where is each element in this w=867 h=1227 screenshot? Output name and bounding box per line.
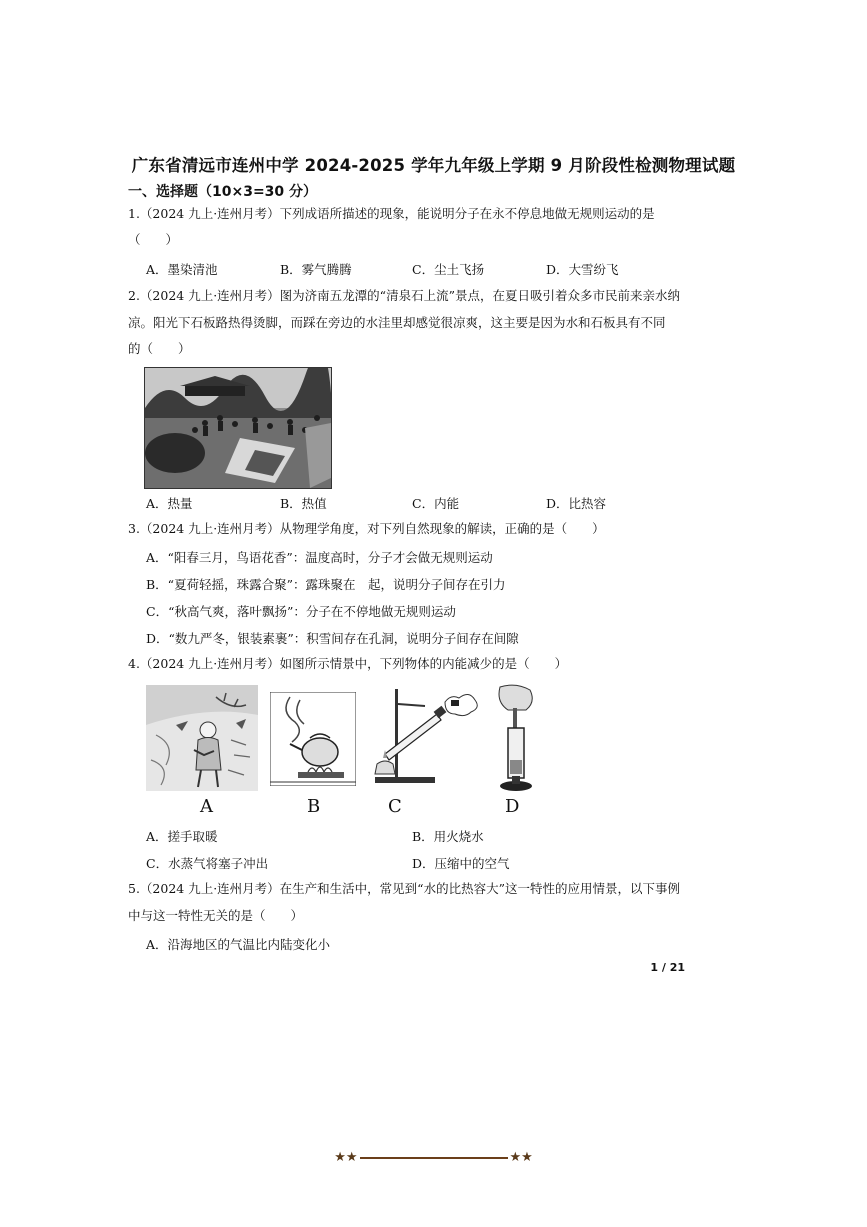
q5-stem-line2: 中与这一特性无关的是（ ） [128,908,304,923]
q4-option-b: B．用火烧水 [412,829,484,844]
q4-stem: 4.（2024 九上·连州月考）如图所示情景中，下列物体的内能减少的是（ ） [128,656,568,671]
wulongtan-photo-image [145,368,331,488]
q4-option-d: D．压缩中的空气 [412,856,510,871]
q1-stem-line2: （ ） [128,232,179,247]
footer-divider [360,1157,508,1159]
figure-b-kettle-image [270,692,356,786]
q4-figure-a [146,685,258,791]
q2-stem-line2: 凉。阳光下石板路热得烫脚，而踩在旁边的水洼里却感觉很凉爽，这主要是因为水和石板具有不同 [128,315,666,330]
footer-stars-right-icon: ★★ [509,1150,533,1165]
section-heading: 一、选择题（10×3=30 分） [128,184,318,200]
q4-option-c: C．水蒸气将塞子冲出 [146,856,269,871]
q4-figure-c [365,684,481,788]
page-number: 1 / 21 [650,961,685,974]
q1-stem-line1: 1.（2024 九上·连州月考）下列成语所描述的现象，能说明分子在永不停息地做无规则运动的是 [128,206,655,221]
q1-option-b: B．雾气腾腾 [280,262,352,277]
q4-option-a: A．搓手取暖 [146,829,218,844]
q1-option-c: C．尘土飞扬 [412,262,485,277]
q5-stem-line1: 5.（2024 九上·连州月考）在生产和生活中，常见到“水的比热容大”这一特性的应用情景，以下事例 [128,881,680,896]
q3-option-b: B．“夏荷轻摇，珠露合聚”：露珠聚在 起，说明分子间存在引力 [146,577,506,592]
q1-option-d: D．大雪纷飞 [546,262,619,277]
q4-figure-label-b: B [307,796,321,817]
figure-a-rubbing-hands-image [146,685,258,791]
q2-option-d: D．比热容 [546,496,607,511]
q3-stem: 3.（2024 九上·连州月考）从物理学角度，对下列自然现象的解读，正确的是（ ） [128,521,605,536]
wulongtan-photo [144,367,332,489]
q2-option-b: B．热值 [280,496,327,511]
q2-option-c: C．内能 [412,496,460,511]
footer-ornament [0,1150,867,1165]
q4-figure-label-a: A [200,796,213,817]
q1-option-a: A．墨染清池 [146,262,218,277]
q4-figure-label-d: D [505,796,520,817]
q5-option-a: A．沿海地区的气温比内陆变化小 [146,937,331,952]
footer-stars-left-icon: ★★ [334,1150,358,1165]
q2-stem-line3: 的（ ） [128,341,191,356]
q2-stem-line1: 2.（2024 九上·连州月考）图为济南五龙潭的“清泉石上流”景点，在夏日吸引着众多市民前来亲水纳 [128,288,680,303]
q3-option-d: D．“数九严冬，银装素裹”：积雪间存在孔洞，说明分子间存在间隙 [146,631,519,646]
q4-figure-label-c: C [388,796,402,817]
document-title: 广东省清远市连州中学 2024-2025 学年九年级上学期 9 月阶段性检测物理试题 [131,156,736,175]
q3-option-c: C．“秋高气爽，落叶飘扬”：分子在不停地做无规则运动 [146,604,456,619]
q2-option-a: A．热量 [146,496,193,511]
figure-d-syringe-image [486,682,546,794]
figure-c-test-tube-image [365,684,481,788]
q3-option-a: A．“阳春三月，鸟语花香”：温度高时，分子才会做无规则运动 [146,550,493,565]
q4-figure-b [270,692,356,786]
q4-figure-d [486,682,546,794]
